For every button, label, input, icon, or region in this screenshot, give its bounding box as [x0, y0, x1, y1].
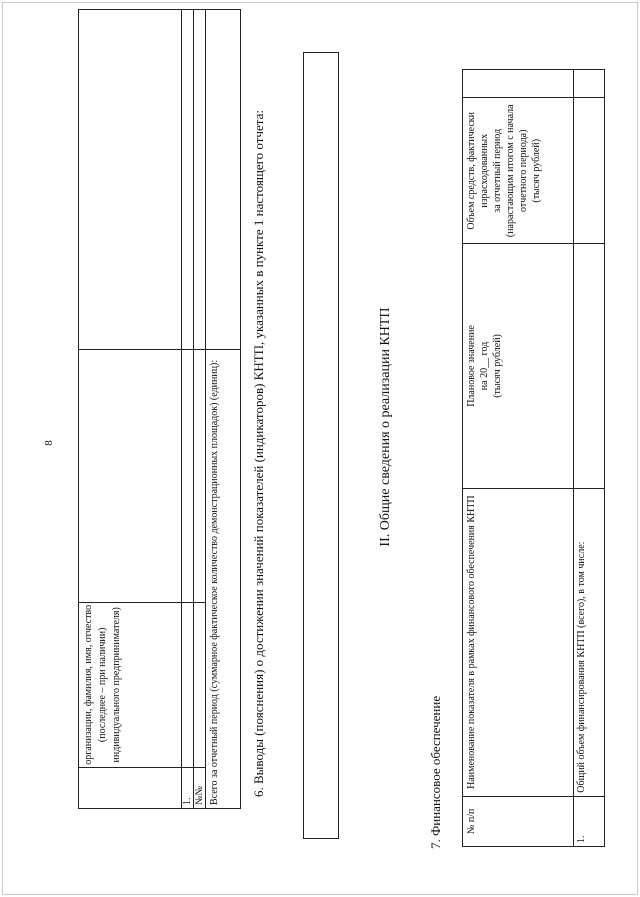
header-name: Наименование показателя в рамках финансового обеспечения КНТП	[463, 488, 574, 796]
finance-table	[462, 69, 605, 847]
finance-heading: 7. Финансовое обеспечение	[428, 695, 443, 849]
header-plan: Плановое значение на 20__ год (тысяч рублей)	[463, 244, 574, 488]
header-fact: Объем средств, фактически израсходованных за отчетный период (нарастающим итогом с начала отчетного периода) (тысяч рублей)	[463, 98, 574, 244]
row-name: Общий объем финансирования КНТП (всего), в том числе:	[574, 488, 605, 796]
row-number: 1.	[182, 768, 194, 809]
total-label: Всего за отчетный период (суммарное фактическое количество демонстрационных площадок) (единиц):	[206, 350, 241, 809]
demo-sites-table	[78, 9, 241, 809]
table-row	[182, 10, 194, 809]
table-row	[574, 70, 605, 847]
org-header-cell: организации, фамилия, имя, отчество (последнее – при наличии) индивидуального предпринимателя)	[79, 602, 182, 767]
table-header-row	[463, 70, 574, 847]
total-row	[206, 10, 241, 809]
table-row	[194, 10, 206, 809]
row-number: 1.	[574, 796, 605, 846]
table-header-row	[79, 10, 182, 809]
section-title: II. Общие сведения о реализации КНТП	[378, 307, 393, 547]
row-number: №№	[194, 768, 206, 809]
conclusion-paragraph: 6. Выводы (пояснения) о достижении значений показателей (индикаторов) КНТП, указанных в пункте 1 настоящего отчета:	[251, 110, 266, 797]
header-num: № п/п	[463, 796, 574, 846]
conclusion-input-box[interactable]	[303, 52, 339, 839]
page-number: 8	[42, 440, 55, 446]
